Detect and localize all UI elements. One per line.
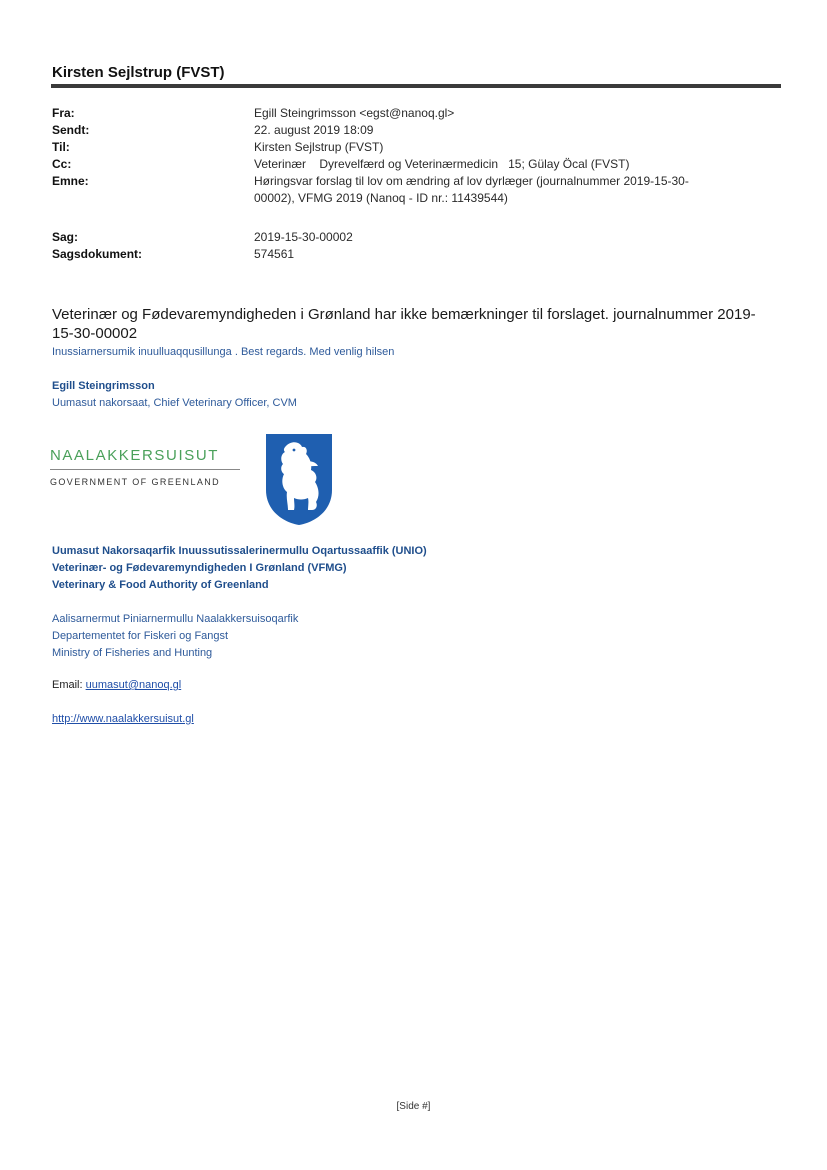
naalakkersuisut-logo-text: NAALAKKERSUISUT: [50, 447, 220, 464]
logo-subtitle: GOVERNMENT OF GREENLAND: [50, 477, 221, 487]
header-label: Fra:: [52, 106, 75, 120]
header-value: Høringsvar forslag til lov om ændring af lov dyrlæger (journalnummer 2019-15-30-00002), VFMG 2019 (Nanoq - ID nr.: 11439544): [254, 174, 689, 205]
header-value: Kirsten Sejlstrup (FVST): [254, 140, 384, 154]
page-footer: [Side #]: [396, 1101, 431, 1112]
ministry-line: Ministry of Fisheries and Hunting: [52, 647, 213, 659]
email-line: [52, 679, 181, 691]
organization-line: Veterinær- og Fødevaremyndigheden I Grønland (VFMG): [52, 562, 347, 574]
organization-line: Veterinary & Food Authority of Greenland: [52, 579, 269, 591]
ministry-block: [52, 611, 298, 662]
email-label: Email:: [52, 679, 86, 691]
header-value: 2019-15-30-00002: [254, 230, 353, 244]
website-line: [52, 713, 194, 725]
ministry-line: Aalisarnermut Piniarnermullu Naalakkersuisoqarfik: [52, 613, 299, 625]
ministry-line: Departementet for Fiskeri og Fangst: [52, 630, 229, 642]
header-label: Sendt:: [52, 123, 90, 137]
message-body: Veterinær og Fødevaremyndigheden i Grønland har ikke bemærkninger til forslaget. journalnummer 2019-15-30-00002: [52, 306, 756, 342]
header-label: Sag:: [52, 230, 79, 244]
organization-line: Uumasut Nakorsaqarfik Inuussutissalerinermullu Oqartussaaffik (UNIO): [52, 545, 427, 557]
header-value: Egill Steingrimsson <egst@nanoq.gl>: [254, 106, 455, 120]
header-value: Veterinær Dyrevelfærd og Veterinærmedicin 15; Gülay Öcal (FVST): [254, 157, 630, 171]
header-value: 574561: [254, 247, 295, 261]
header-label: Emne:: [52, 174, 89, 188]
email-link[interactable]: uumasut@nanoq.gl: [85, 679, 182, 691]
header-value: 22. august 2019 18:09: [254, 123, 374, 137]
title-divider: [51, 84, 781, 88]
header-label: Sagsdokument:: [52, 247, 143, 261]
header-label: Til:: [52, 140, 70, 154]
signature-name: Egill Steingrimsson: [52, 380, 155, 392]
page-title: Kirsten Sejlstrup (FVST): [52, 64, 225, 81]
header-label: Cc:: [52, 157, 72, 171]
polar-bear-coat-of-arms-icon: [264, 432, 334, 526]
logo-divider: [50, 469, 240, 470]
website-link[interactable]: http://www.naalakkersuisut.gl: [52, 713, 194, 725]
organization-bold-block: [52, 543, 427, 594]
message-greeting: Inussiarnersumik inuulluaqqusillunga . Best regards. Med venlig hilsen: [52, 346, 395, 358]
signature-title: Uumasut nakorsaat, Chief Veterinary Officer, CVM: [52, 397, 297, 409]
